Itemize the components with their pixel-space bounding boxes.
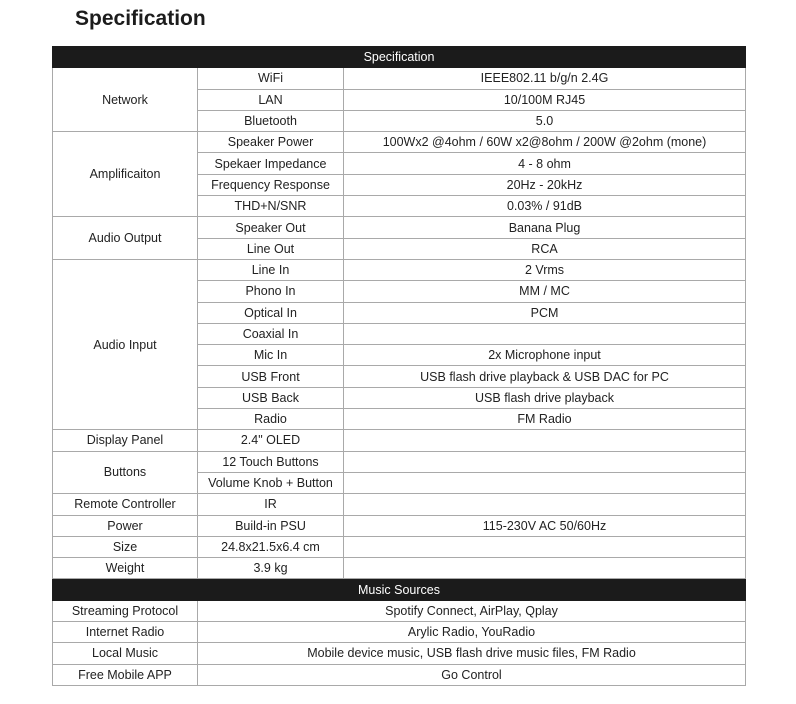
spec-label: 2.4" OLED	[198, 430, 344, 451]
table-row	[53, 494, 746, 515]
spec-label: USB Back	[198, 387, 344, 408]
table-row	[53, 132, 746, 153]
group-buttons: Buttons	[53, 451, 198, 494]
music-value: Mobile device music, USB flash drive music files, FM Radio	[198, 643, 746, 664]
spec-value: IEEE802.11 b/g/n 2.4G	[344, 68, 746, 89]
group-size: Size	[53, 536, 198, 557]
spec-value: 2x Microphone input	[344, 345, 746, 366]
spec-label: 3.9 kg	[198, 558, 344, 579]
spec-label: Spekaer Impedance	[198, 153, 344, 174]
music-value: Arylic Radio, YouRadio	[198, 622, 746, 643]
spec-value: 100Wx2 @4ohm / 60W x2@8ohm / 200W @2ohm (mone)	[344, 132, 746, 153]
spec-value: 115-230V AC 50/60Hz	[344, 515, 746, 536]
spec-value: 20Hz - 20kHz	[344, 174, 746, 195]
group-audio-output: Audio Output	[53, 217, 198, 260]
page-title: Specification	[75, 7, 206, 30]
spec-label: Optical In	[198, 302, 344, 323]
table-row	[53, 68, 746, 89]
table-row	[53, 430, 746, 451]
table-row	[53, 536, 746, 557]
section-header-row	[53, 47, 746, 68]
spec-value: USB flash drive playback & USB DAC for PC	[344, 366, 746, 387]
group-network: Network	[53, 68, 198, 132]
spec-label: Build-in PSU	[198, 515, 344, 536]
music-label: Local Music	[53, 643, 198, 664]
spec-label: Speaker Out	[198, 217, 344, 238]
spec-label: Phono In	[198, 281, 344, 302]
spec-value	[344, 430, 746, 451]
table-row	[53, 217, 746, 238]
spec-label: Frequency Response	[198, 174, 344, 195]
table-row	[53, 259, 746, 280]
spec-value	[344, 472, 746, 493]
table-row	[53, 643, 746, 664]
group-display-panel: Display Panel	[53, 430, 198, 451]
spec-value: 0.03% / 91dB	[344, 196, 746, 217]
spec-label: Line Out	[198, 238, 344, 259]
spec-value: MM / MC	[344, 281, 746, 302]
group-amplification: Amplificaiton	[53, 132, 198, 217]
table-row	[53, 600, 746, 621]
table-row	[53, 622, 746, 643]
spec-value	[344, 494, 746, 515]
music-label: Free Mobile APP	[53, 664, 198, 685]
table-row	[53, 515, 746, 536]
group-weight: Weight	[53, 558, 198, 579]
spec-value	[344, 558, 746, 579]
spec-label: Bluetooth	[198, 110, 344, 131]
spec-value: 2 Vrms	[344, 259, 746, 280]
spec-value: FM Radio	[344, 409, 746, 430]
spec-label: WiFi	[198, 68, 344, 89]
table-row	[53, 664, 746, 685]
table-row	[53, 558, 746, 579]
group-audio-input: Audio Input	[53, 259, 198, 429]
spec-value	[344, 536, 746, 557]
spec-label: 24.8x21.5x6.4 cm	[198, 536, 344, 557]
spec-value	[344, 451, 746, 472]
table-row	[53, 451, 746, 472]
spec-table	[52, 46, 746, 686]
group-power: Power	[53, 515, 198, 536]
spec-label: IR	[198, 494, 344, 515]
spec-label: Line In	[198, 259, 344, 280]
spec-label: THD+N/SNR	[198, 196, 344, 217]
music-label: Streaming Protocol	[53, 600, 198, 621]
spec-value: RCA	[344, 238, 746, 259]
spec-label: USB Front	[198, 366, 344, 387]
spec-value: USB flash drive playback	[344, 387, 746, 408]
music-label: Internet Radio	[53, 622, 198, 643]
section-header-row	[53, 579, 746, 600]
spec-label: Speaker Power	[198, 132, 344, 153]
section-header-music-sources: Music Sources	[53, 579, 746, 600]
music-value: Go Control	[198, 664, 746, 685]
spec-label: Volume Knob + Button	[198, 472, 344, 493]
music-value: Spotify Connect, AirPlay, Qplay	[198, 600, 746, 621]
spec-label: Radio	[198, 409, 344, 430]
section-header-specification: Specification	[53, 47, 746, 68]
spec-label: LAN	[198, 89, 344, 110]
spec-value: PCM	[344, 302, 746, 323]
spec-value: Banana Plug	[344, 217, 746, 238]
spec-value: 4 - 8 ohm	[344, 153, 746, 174]
spec-label: 12 Touch Buttons	[198, 451, 344, 472]
spec-value: 5.0	[344, 110, 746, 131]
spec-label: Mic In	[198, 345, 344, 366]
group-remote-controller: Remote Controller	[53, 494, 198, 515]
spec-value: 10/100M RJ45	[344, 89, 746, 110]
spec-value	[344, 323, 746, 344]
spec-label: Coaxial In	[198, 323, 344, 344]
